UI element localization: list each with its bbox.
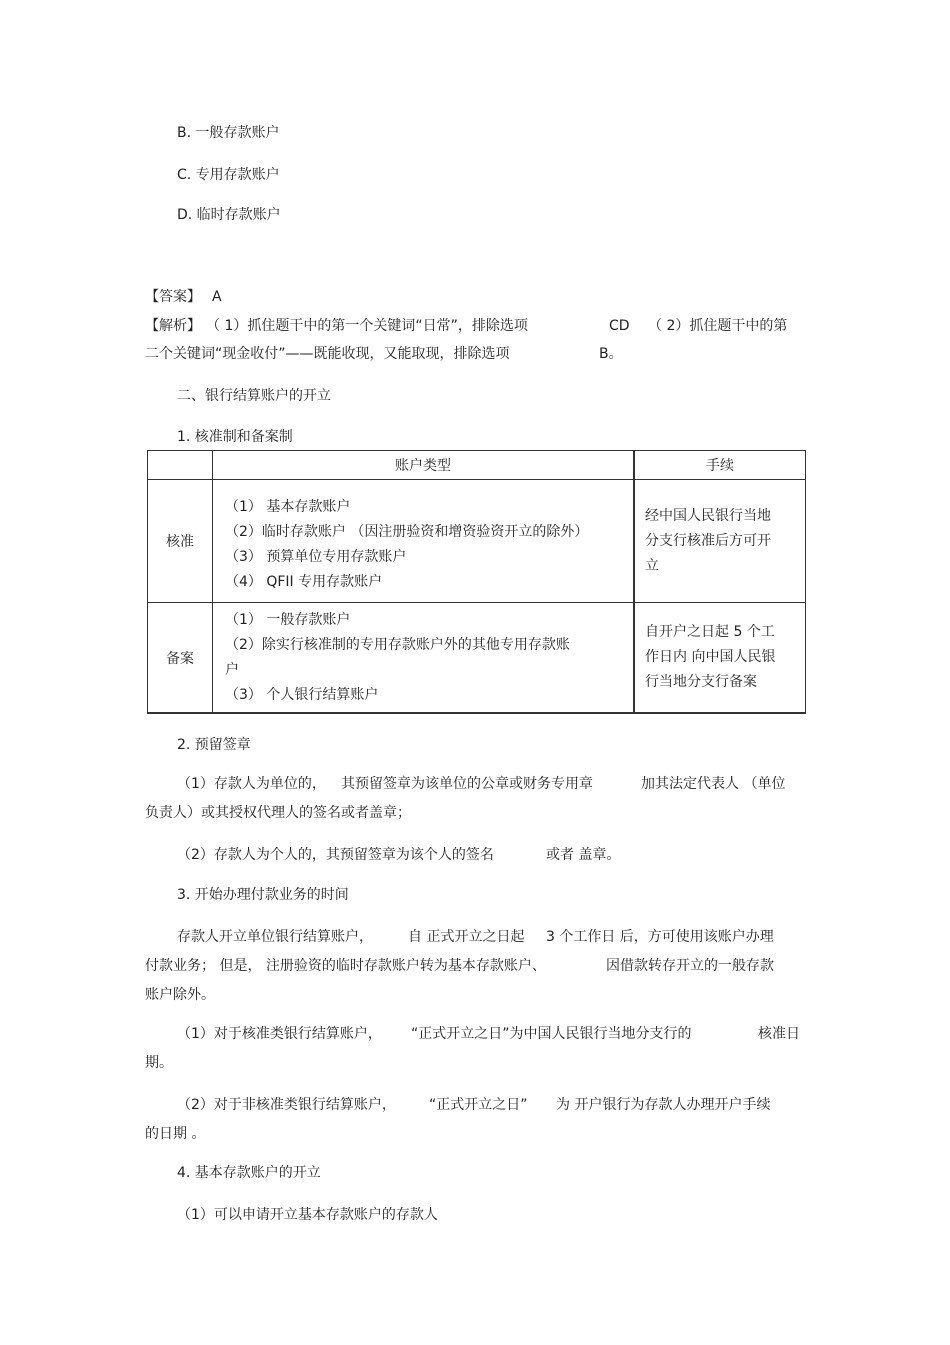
payment-paragraph-1-line2-a: 付款业务； 但是， 注册验资的临时存款账户转为基本存款账户、 [145, 958, 546, 974]
payment-paragraph-1-line2-b: 因借款转存开立的一般存款 [606, 958, 774, 974]
table-header-procedure: 手续 [634, 451, 806, 480]
procedure-line: 分支行核准后方可开 [645, 532, 771, 549]
payment-paragraph-1-c: 3 个工作日 后，方可使用该账户办理 [546, 929, 774, 945]
table-header-row [148, 451, 806, 480]
account-type-item: （3） 预算单位专用存款账户 [225, 549, 407, 566]
account-type-item: （4） QFII 专用存款账户 [225, 574, 383, 591]
approved-date-paragraph-b: “正式开立之日”为中国人民银行当地分支行的 [411, 1026, 692, 1042]
account-type-item: 户 [225, 661, 239, 678]
procedure-line: 行当地分支行备案 [645, 674, 757, 691]
analysis-line1-b: CD [609, 318, 630, 334]
payment-paragraph-1-line3: 账户除外。 [145, 987, 215, 1003]
answer-value: A [212, 289, 222, 305]
account-type-item: （2）除实行核准制的专用存款账户外的其他专用存款账 [225, 636, 570, 653]
seal-paragraph-1-b: 其预留签章为该单位的公章或财务专用章 [341, 776, 593, 792]
table-row [148, 480, 806, 603]
filed-date-paragraph-b: “正式开立之日” [429, 1097, 528, 1113]
subsection-4-heading: 4. 基本存款账户的开立 [177, 1165, 321, 1181]
analysis-label: 【解析】 [145, 318, 201, 334]
analysis-line2-b: B。 [599, 346, 623, 362]
approved-date-paragraph-a: （1）对于核准类银行结算账户， [177, 1026, 382, 1042]
account-types-cell [213, 480, 635, 603]
account-types-cell [213, 603, 635, 713]
category-cell: 备案 [148, 603, 213, 713]
option-b: B. 一般存款账户 [177, 125, 280, 141]
payment-paragraph-1-b: 自 正式开立之日起 [408, 929, 525, 945]
account-type-item: （3） 个人银行结算账户 [225, 686, 379, 703]
account-approval-table [147, 450, 806, 714]
procedure-line: 经中国人民银行当地 [645, 507, 771, 524]
option-c: C. 专用存款账户 [177, 167, 280, 183]
seal-paragraph-2-a: （2）存款人为个人的，其预留签章为该个人的签名 [177, 847, 494, 863]
procedure-line: 自开户之日起 5 个工 [645, 624, 775, 641]
procedure-line: 立 [645, 557, 659, 574]
subsection-3-heading: 3. 开始办理付款业务的时间 [177, 887, 349, 903]
filed-date-paragraph-line2: 的日期 。 [145, 1126, 206, 1142]
seal-paragraph-1-line2: 负责人）或其授权代理人的签名或者盖章； [145, 805, 411, 821]
section-heading: 二、银行结算账户的开立 [177, 388, 331, 404]
filed-date-paragraph-a: （2）对于非核准类银行结算账户， [177, 1097, 396, 1113]
category-cell: 核准 [148, 480, 213, 603]
table-header-account-type: 账户类型 [213, 451, 635, 480]
seal-paragraph-2-b: 或者 盖章。 [546, 847, 621, 863]
analysis-line1-a: （ 1）抓住题干中的第一个关键词“日常”，排除选项 [206, 318, 528, 334]
account-type-item: （2）临时存款账户 （因注册验资和增资验资开立的除外） [225, 524, 589, 541]
table-header-empty [148, 451, 213, 480]
procedure-cell [634, 480, 806, 603]
procedure-line: 作日内 向中国人民银 [645, 649, 776, 666]
account-type-item: （1） 基本存款账户 [225, 499, 351, 516]
approved-date-paragraph-c: 核准日 [758, 1026, 800, 1042]
table-row [148, 603, 806, 713]
analysis-line1-c: （ 2）抓住题干中的第 [648, 318, 788, 334]
seal-paragraph-1-a: （1）存款人为单位的， [177, 776, 326, 792]
analysis-line2-a: 二个关键词“现金收付”——既能收现，又能取现，排除选项 [145, 346, 510, 362]
filed-date-paragraph-c: 为 开户银行为存款人办理开户手续 [556, 1097, 771, 1113]
answer-label: 【答案】 [145, 289, 201, 305]
payment-paragraph-1-a: 存款人开立单位银行结算账户， [177, 929, 373, 945]
basic-account-paragraph: （1）可以申请开立基本存款账户的存款人 [177, 1207, 438, 1223]
procedure-cell [634, 603, 806, 713]
account-type-item: （1） 一般存款账户 [225, 611, 351, 628]
seal-paragraph-1-c: 加其法定代表人 （单位 [641, 776, 786, 792]
subsection-1-heading: 1. 核准制和备案制 [177, 429, 293, 445]
subsection-2-heading: 2. 预留签章 [177, 737, 251, 753]
approved-date-paragraph-line2: 期。 [145, 1055, 173, 1071]
option-d: D. 临时存款账户 [177, 207, 281, 223]
